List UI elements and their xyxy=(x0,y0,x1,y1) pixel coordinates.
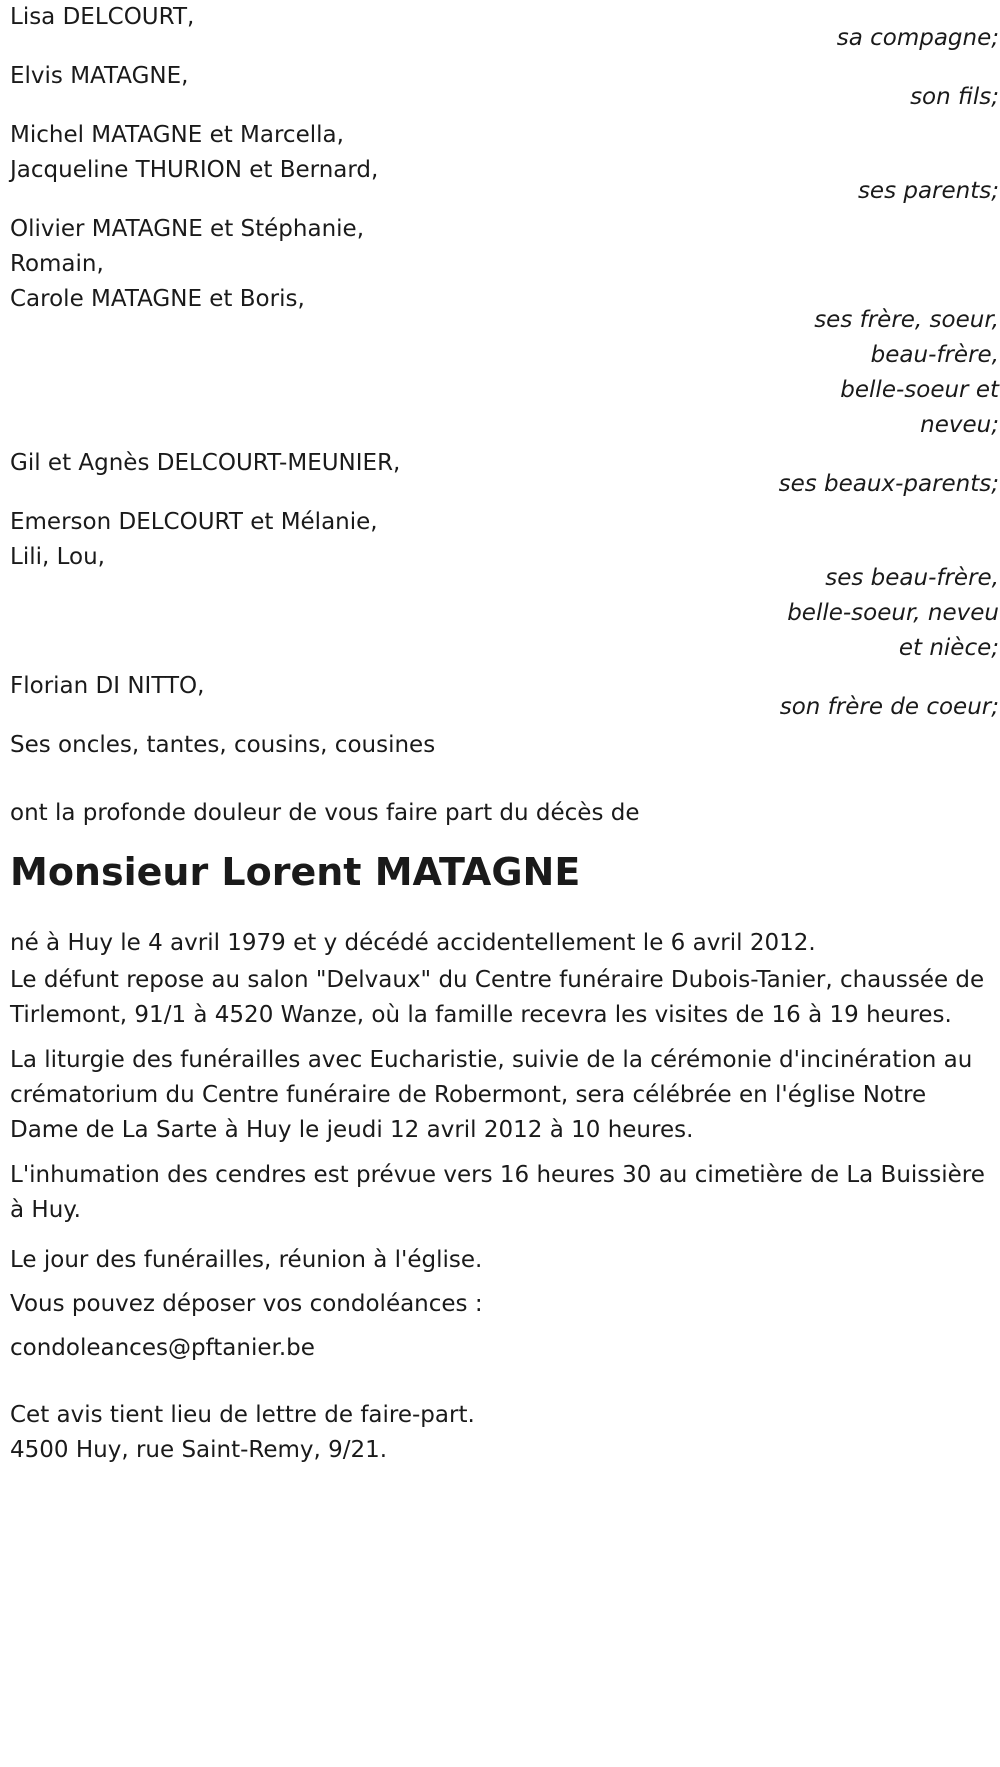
family-member-name: Olivier MATAGNE et Stéphanie, xyxy=(10,216,365,242)
notice-text: Cet avis tient lieu de lettre de faire-part. xyxy=(10,1402,475,1428)
family-relation: ses beaux-parents; xyxy=(778,471,999,497)
family-relation: ses frère, soeur, xyxy=(814,307,999,333)
liturgy-text: La liturgie des funérailles avec Eucharistie, suivie de la cérémonie d'incinération au crématorium du Centre funéraire de Robermont, sera célébrée en l'église Notre Dame de La Sarte à Huy le jeudi 12 avril 2012 à 10 heures. xyxy=(10,1047,973,1143)
family-relation: ses parents; xyxy=(857,178,999,204)
family-relation: sa compagne; xyxy=(836,25,999,51)
meeting-text: Le jour des funérailles, réunion à l'église. xyxy=(10,1247,483,1273)
family-list xyxy=(10,0,1000,725)
deceased-name: Monsieur Lorent MATAGNE xyxy=(10,850,581,894)
family-group xyxy=(10,59,999,115)
family-group xyxy=(10,669,999,725)
family-group xyxy=(10,212,999,443)
family-member-name: Lisa DELCOURT, xyxy=(10,4,195,30)
viewing-text: Le défunt repose au salon "Delvaux" du Centre funéraire Dubois-Tanier, chaussée de Tirlemont, 91/1 à 4520 Wanze, où la famille recevra les visites de 16 à 19 heures. xyxy=(10,967,985,1028)
family-group xyxy=(10,505,999,666)
family-group xyxy=(10,446,999,502)
family-member-name: Gil et Agnès DELCOURT-MEUNIER, xyxy=(10,450,401,476)
family-member-name: Jacqueline THURION et Bernard, xyxy=(10,157,379,183)
family-relation: et nièce; xyxy=(898,635,999,661)
family-member-name: Lili, Lou, xyxy=(10,544,105,570)
family-group xyxy=(10,0,999,56)
family-relation: belle-soeur et xyxy=(840,377,999,403)
family-relation: beau-frère, xyxy=(870,342,999,368)
family-relation: son frère de coeur; xyxy=(779,694,999,720)
address-text: 4500 Huy, rue Saint-Remy, 9/21. xyxy=(10,1437,388,1463)
family-member-name: Carole MATAGNE et Boris, xyxy=(10,286,305,312)
family-relation: neveu; xyxy=(920,412,999,438)
family-member-name: Michel MATAGNE et Marcella, xyxy=(10,122,344,148)
family-group xyxy=(10,118,999,209)
family-relation: ses beau-frère, xyxy=(825,565,999,591)
family-relation: belle-soeur, neveu xyxy=(787,600,999,626)
extended-family: Ses oncles, tantes, cousins, cousines xyxy=(10,732,436,758)
condolences-intro: Vous pouvez déposer vos condoléances : xyxy=(10,1291,483,1317)
condolences-email[interactable]: condoleances@pftanier.be xyxy=(10,1335,315,1361)
burial-text: L'inhumation des cendres est prévue vers 16 heures 30 au cimetière de La Buissière à Huy. xyxy=(10,1162,985,1223)
announcement-text: ont la profonde douleur de vous faire part du décès de xyxy=(10,800,640,826)
birth-death-text: né à Huy le 4 avril 1979 et y décédé accidentellement le 6 avril 2012. xyxy=(10,930,816,956)
family-member-name: Romain, xyxy=(10,251,104,277)
family-member-name: Florian DI NITTO, xyxy=(10,673,205,699)
family-member-name: Elvis MATAGNE, xyxy=(10,63,189,89)
family-relation: son fils; xyxy=(910,84,999,110)
family-member-name: Emerson DELCOURT et Mélanie, xyxy=(10,509,378,535)
